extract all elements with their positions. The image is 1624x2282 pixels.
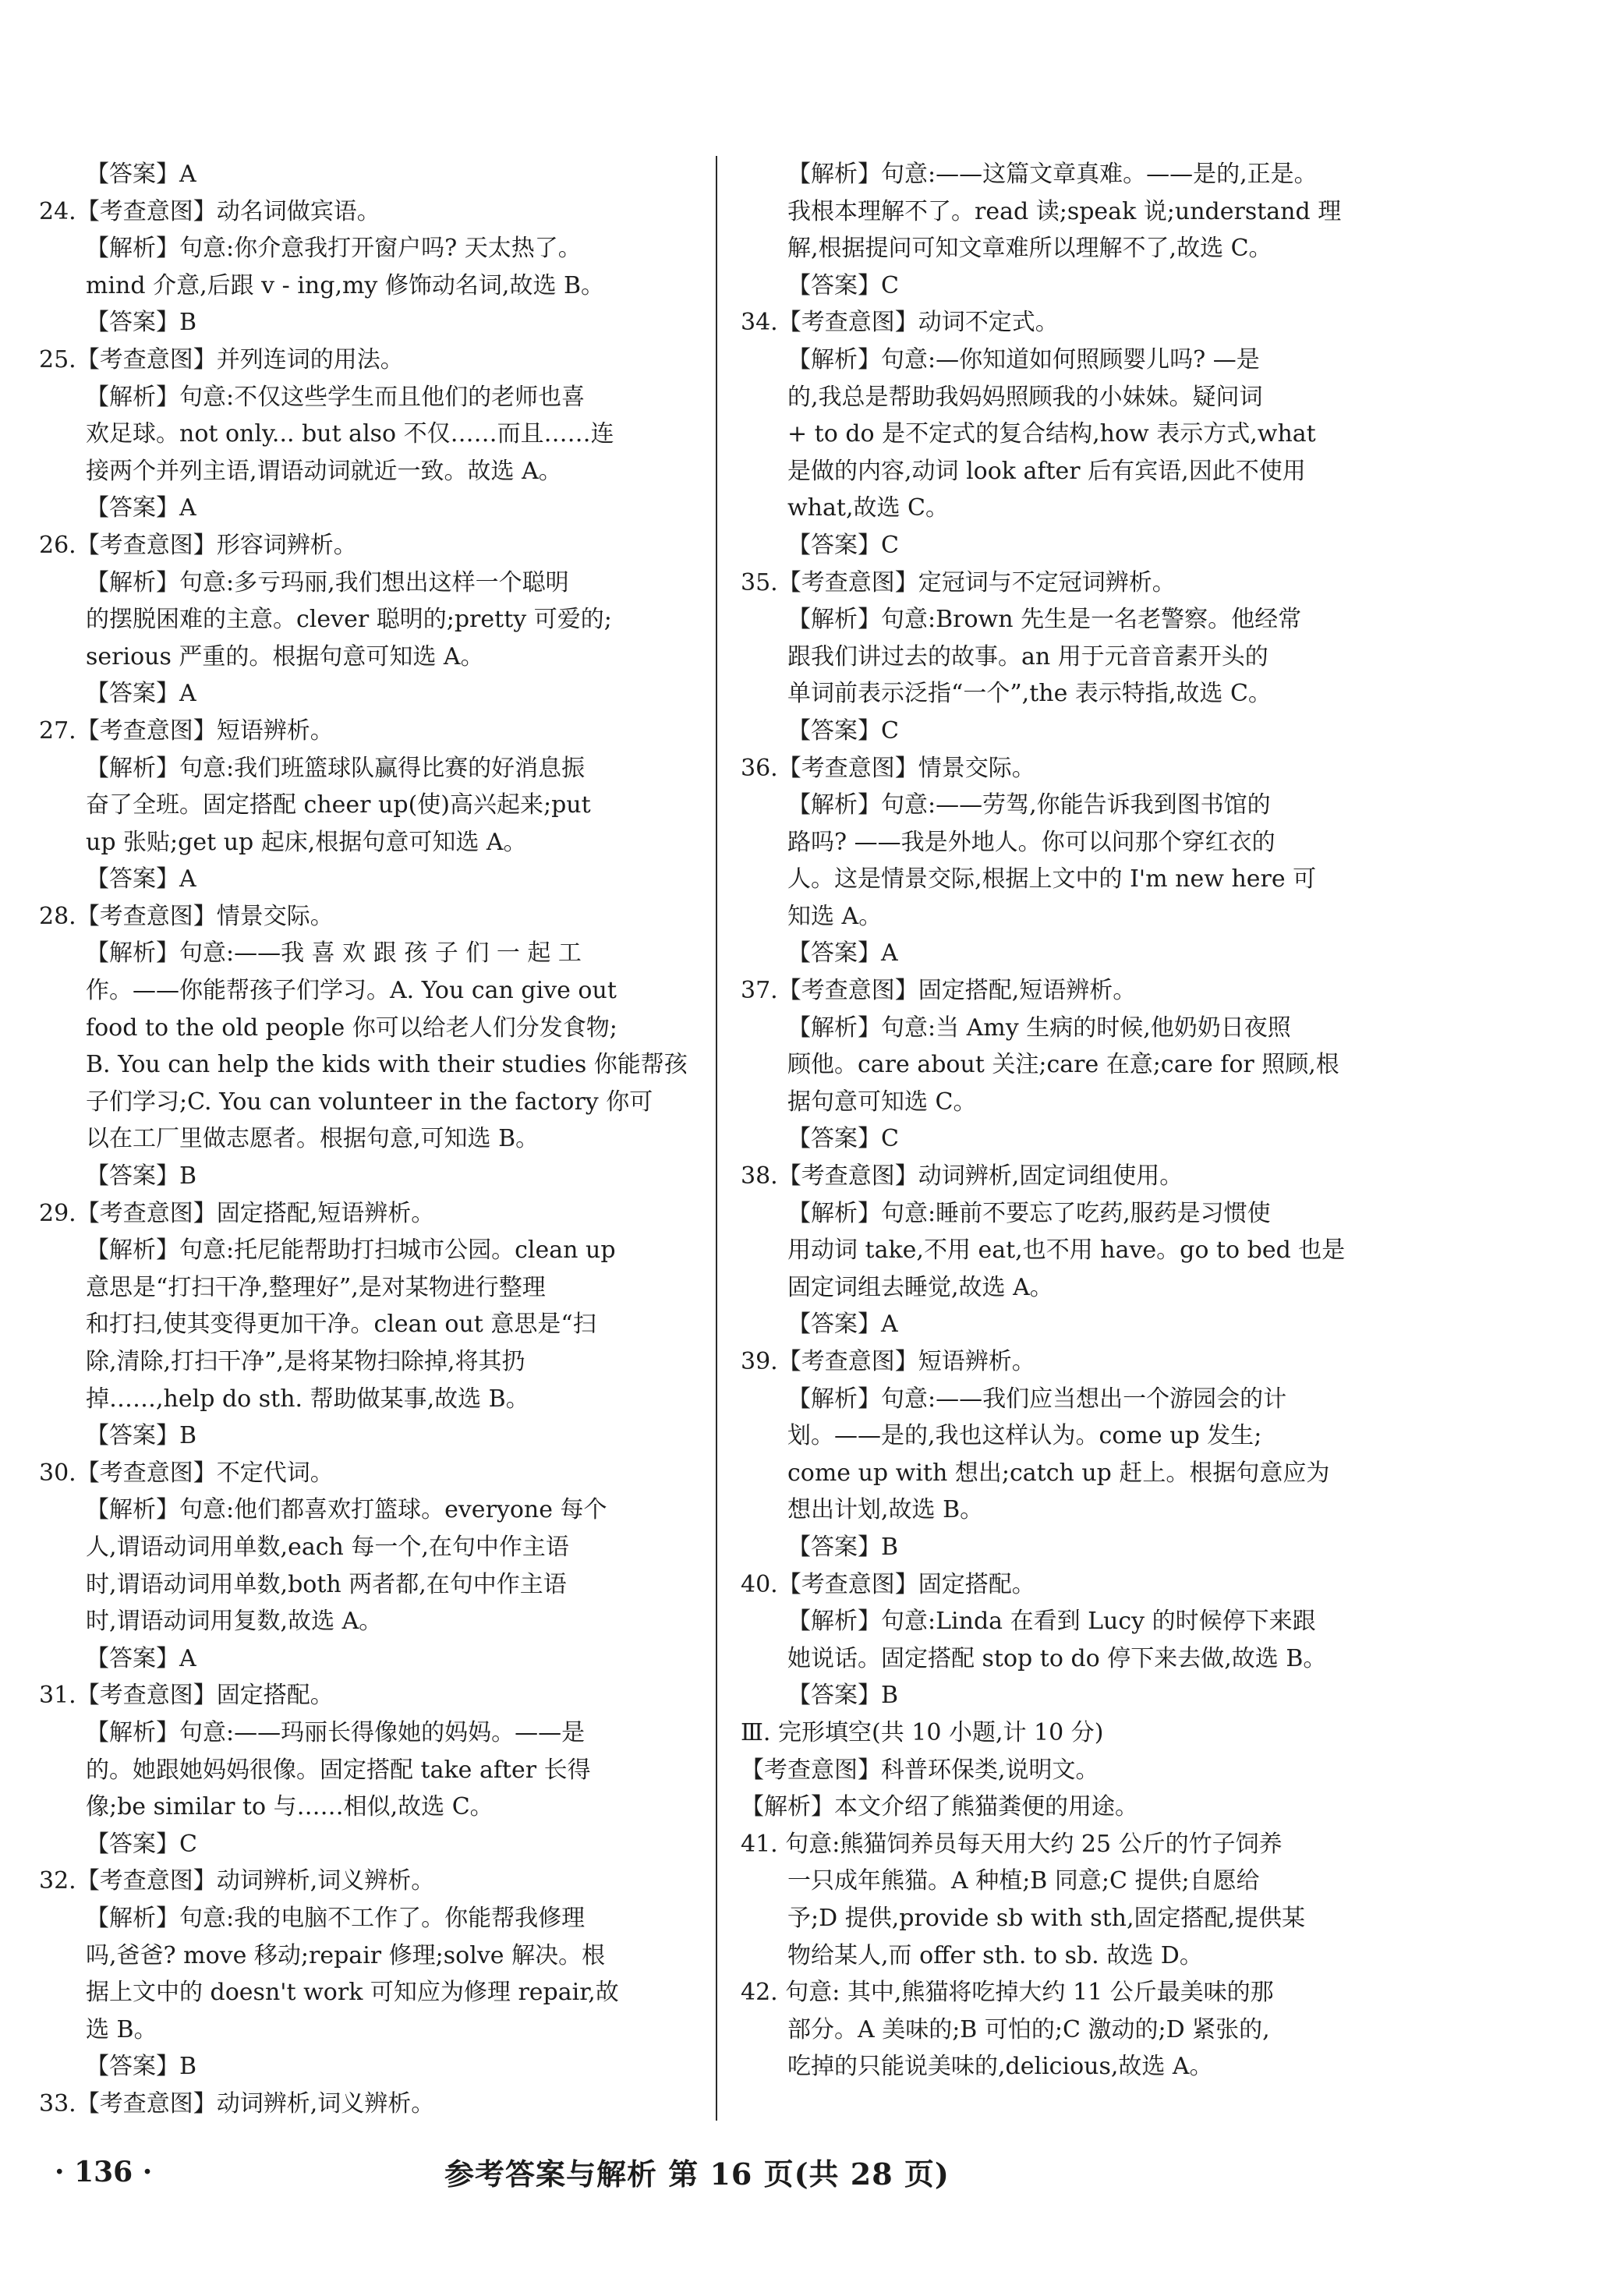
text-line: 【解析】本文介绍了熊猫粪便的用途。 bbox=[741, 1793, 1138, 1821]
left-column bbox=[39, 156, 698, 2122]
text-line: 的摆脱困难的主意。clever 聪明的;pretty 可爱的; bbox=[86, 606, 612, 634]
text-line: 意思是“打扫干净,整理好”,是对某物进行整理 bbox=[86, 1273, 546, 1301]
text-line: 【考查意图】科普环保类,说明文。 bbox=[741, 1756, 1099, 1784]
footer-title: 参考答案与解析 第 16 页(共 28 页) bbox=[444, 2156, 950, 2192]
text-line: 【答案】B bbox=[86, 1422, 197, 1450]
text-line: 我根本理解不了。read 读;speak 说;understand 理 bbox=[787, 197, 1342, 225]
text-line: what,故选 C。 bbox=[787, 494, 949, 522]
text-line: 想出计划,故选 B。 bbox=[787, 1496, 984, 1524]
text-line: + to do 是不定式的复合结构,how 表示方式,what bbox=[787, 420, 1316, 448]
text-line: 36.【考查意图】情景交际。 bbox=[741, 754, 1035, 782]
text-line: 知选 A。 bbox=[787, 902, 883, 930]
text-line: 的。她跟她妈妈很像。固定搭配 take after 长得 bbox=[86, 1756, 591, 1784]
text-line: 是做的内容,动词 look after 后有宾语,因此不使用 bbox=[787, 457, 1306, 485]
text-line: 【解析】句意:不仅这些学生而且他们的老师也喜 bbox=[86, 383, 586, 411]
text-line: 【解析】句意:——玛丽长得像她的妈妈。——是 bbox=[86, 1718, 586, 1746]
text-line: 吗,爸爸? move 移动;repair 修理;solve 解决。根 bbox=[86, 1941, 606, 1969]
text-line: 【答案】C bbox=[787, 1125, 899, 1153]
text-line: 【答案】C bbox=[787, 531, 899, 559]
text-line: 划。——是的,我也这样认为。come up 发生; bbox=[787, 1422, 1262, 1450]
text-line: 时,谓语动词用复数,故选 A。 bbox=[86, 1608, 383, 1636]
text-line: 用动词 take,不用 eat,也不用 have。go to bed 也是 bbox=[787, 1237, 1346, 1265]
text-line: 一只成年熊猫。A 种植;B 同意;C 提供;自愿给 bbox=[787, 1867, 1260, 1895]
text-line: 【答案】C bbox=[787, 716, 899, 745]
text-line: B. You can help the kids with their studies 你能帮孩 bbox=[86, 1051, 688, 1079]
text-line: 29.【考查意图】固定搭配,短语辨析。 bbox=[39, 1199, 435, 1227]
text-line: 【解析】句意:你介意我打开窗户吗? 天太热了。 bbox=[86, 235, 582, 263]
text-line: 【答案】A bbox=[86, 494, 196, 522]
text-line: 选 B。 bbox=[86, 2015, 157, 2043]
text-line: serious 严重的。根据句意可知选 A。 bbox=[86, 642, 484, 670]
text-line: 人。这是情景交际,根据上文中的 I'm new here 可 bbox=[787, 865, 1317, 893]
text-line: 27.【考查意图】短语辨析。 bbox=[39, 716, 334, 745]
text-line: 【解析】句意:—你知道如何照顾婴儿吗? —是 bbox=[787, 345, 1260, 373]
text-line: 【答案】A bbox=[86, 680, 196, 708]
text-line: 【解析】句意:——我 喜 欢 跟 孩 子 们 一 起 工 bbox=[86, 939, 582, 968]
text-line: 时,谓语动词用单数,both 两者都,在句中作主语 bbox=[86, 1570, 567, 1598]
text-line: 除,清除,打扫干净”,是将某物扫除掉,将其扔 bbox=[86, 1348, 525, 1375]
text-line: 【答案】A bbox=[787, 1311, 898, 1339]
text-line: 【解析】句意:我们班篮球队赢得比赛的好消息振 bbox=[86, 754, 586, 782]
text-line: 路吗? ——我是外地人。你可以问那个穿红衣的 bbox=[787, 828, 1275, 856]
text-line: 和打扫,使其变得更加干净。clean out 意思是“扫 bbox=[86, 1311, 596, 1339]
text-line: 单词前表示泛指“一个”,the 表示特指,故选 C。 bbox=[787, 680, 1272, 708]
text-line: 接两个并列主语,谓语动词就近一致。故选 A。 bbox=[86, 457, 562, 485]
text-line: 40.【考查意图】固定搭配。 bbox=[741, 1570, 1035, 1598]
text-line: 34.【考查意图】动词不定式。 bbox=[741, 309, 1059, 337]
text-line: 【答案】A bbox=[86, 1644, 196, 1672]
text-line: 固定词组去睡觉,故选 A。 bbox=[787, 1273, 1053, 1301]
text-line: 她说话。固定搭配 stop to do 停下来去做,故选 B。 bbox=[787, 1644, 1327, 1672]
text-line: 38.【考查意图】动词辨析,固定词组使用。 bbox=[741, 1162, 1184, 1191]
text-line: 部分。A 美味的;B 可怕的;C 激动的;D 紧张的, bbox=[787, 2015, 1270, 2043]
text-line: 【答案】B bbox=[787, 1533, 899, 1561]
text-line: 奋了全班。固定搭配 cheer up(使)高兴起来;put bbox=[86, 791, 591, 819]
text-line: 【解析】句意:托尼能帮助打扫城市公园。clean up bbox=[86, 1237, 616, 1265]
right-column bbox=[741, 156, 1396, 2086]
text-line: 【解析】句意:——我们应当想出一个游园会的计 bbox=[787, 1385, 1287, 1413]
text-line: 欢足球。not only... but also 不仅……而且……连 bbox=[86, 420, 614, 448]
text-line: 32.【考查意图】动词辨析,词义辨析。 bbox=[39, 1867, 435, 1895]
text-line: 28.【考查意图】情景交际。 bbox=[39, 902, 334, 930]
text-line: 【解析】句意:多亏玛丽,我们想出这样一个聪明 bbox=[86, 568, 569, 596]
text-line: 24.【考查意图】动名词做宾语。 bbox=[39, 197, 380, 225]
text-line: 顾他。care about 关注;care 在意;care for 照顾,根 bbox=[787, 1051, 1339, 1079]
text-line: 【解析】句意:他们都喜欢打篮球。everyone 每个 bbox=[86, 1496, 607, 1524]
text-line: up 张贴;get up 起床,根据句意可知选 A。 bbox=[86, 828, 527, 856]
text-line: 42. 句意: 其中,熊猫将吃掉大约 11 公斤最美味的那 bbox=[741, 1979, 1274, 2007]
text-line: 33.【考查意图】动词辨析,词义辨析。 bbox=[39, 2089, 435, 2117]
text-line: Ⅲ. 完形填空(共 10 小题,计 10 分) bbox=[741, 1718, 1104, 1746]
text-line: 予;D 提供,provide sb with sth,固定搭配,提供某 bbox=[787, 1904, 1306, 1932]
text-line: 像;be similar to 与……相似,故选 C。 bbox=[86, 1793, 494, 1821]
text-line: 【答案】C bbox=[86, 1830, 197, 1858]
text-line: 的,我总是帮助我妈妈照顾我的小妹妹。疑问词 bbox=[787, 383, 1263, 411]
text-line: 35.【考查意图】定冠词与不定冠词辨析。 bbox=[741, 568, 1176, 596]
text-line: mind 介意,后跟 v - ing,my 修饰动名词,故选 B。 bbox=[86, 271, 605, 299]
text-line: 【答案】A bbox=[787, 939, 898, 968]
text-line: 【答案】B bbox=[787, 1682, 899, 1710]
text-line: 【解析】句意:Brown 先生是一名老警察。他经常 bbox=[787, 606, 1302, 634]
text-line: 【答案】C bbox=[787, 271, 899, 299]
page-number: · 136 · bbox=[55, 2156, 153, 2188]
text-line: 【解析】句意:我的电脑不工作了。你能帮我修理 bbox=[86, 1904, 586, 1932]
text-line: 【解析】句意:当 Amy 生病的时候,他奶奶日夜照 bbox=[787, 1014, 1291, 1042]
text-line: 26.【考查意图】形容词辨析。 bbox=[39, 531, 357, 559]
text-line: 【解析】句意:Linda 在看到 Lucy 的时候停下来跟 bbox=[787, 1608, 1316, 1636]
text-line: 作。——你能帮孩子们学习。A. You can give out bbox=[86, 977, 617, 1005]
text-line: 37.【考查意图】固定搭配,短语辨析。 bbox=[741, 977, 1137, 1005]
text-line: come up with 想出;catch up 赶上。根据句意应为 bbox=[787, 1459, 1330, 1487]
text-line: 【答案】B bbox=[86, 309, 197, 337]
text-line: food to the old people 你可以给老人们分发食物; bbox=[86, 1014, 617, 1042]
text-line: 31.【考查意图】固定搭配。 bbox=[39, 1682, 334, 1710]
text-line: 以在工厂里做志愿者。根据句意,可知选 B。 bbox=[86, 1125, 540, 1153]
text-line: 【解析】句意:睡前不要忘了吃药,服药是习惯使 bbox=[787, 1199, 1271, 1227]
text-line: 【解析】句意:——劳驾,你能告诉我到图书馆的 bbox=[787, 791, 1271, 819]
text-line: 25.【考查意图】并列连词的用法。 bbox=[39, 345, 404, 373]
text-line: 41. 句意:熊猫饲养员每天用大约 25 公斤的竹子饲养 bbox=[741, 1830, 1283, 1858]
text-line: 掉……,help do sth. 帮助做某事,故选 B。 bbox=[86, 1385, 529, 1413]
text-line: 据上文中的 doesn't work 可知应为修理 repair,故 bbox=[86, 1979, 619, 2007]
text-line: 吃掉的只能说美味的,delicious,故选 A。 bbox=[787, 2053, 1213, 2081]
text-line: 跟我们讲过去的故事。an 用于元音音素开头的 bbox=[787, 642, 1268, 670]
text-line: 据句意可知选 C。 bbox=[787, 1088, 977, 1116]
text-line: 30.【考查意图】不定代词。 bbox=[39, 1459, 334, 1487]
text-line: 【答案】B bbox=[86, 2053, 197, 2081]
text-line: 39.【考查意图】短语辨析。 bbox=[741, 1348, 1035, 1375]
text-line: 【解析】句意:——这篇文章真难。——是的,正是。 bbox=[787, 161, 1318, 188]
text-line: 【答案】A bbox=[86, 865, 196, 893]
text-line: 人,谓语动词用单数,each 每一个,在句中作主语 bbox=[86, 1533, 569, 1561]
text-line: 物给某人,而 offer sth. to sb. 故选 D。 bbox=[787, 1941, 1203, 1969]
column-divider bbox=[716, 156, 717, 2121]
text-line: 子们学习;C. You can volunteer in the factory 你可 bbox=[86, 1088, 653, 1116]
text-line: 【答案】A bbox=[86, 161, 196, 188]
text-line: 解,根据提问可知文章难所以理解不了,故选 C。 bbox=[787, 235, 1272, 263]
text-line: 【答案】B bbox=[86, 1162, 197, 1191]
